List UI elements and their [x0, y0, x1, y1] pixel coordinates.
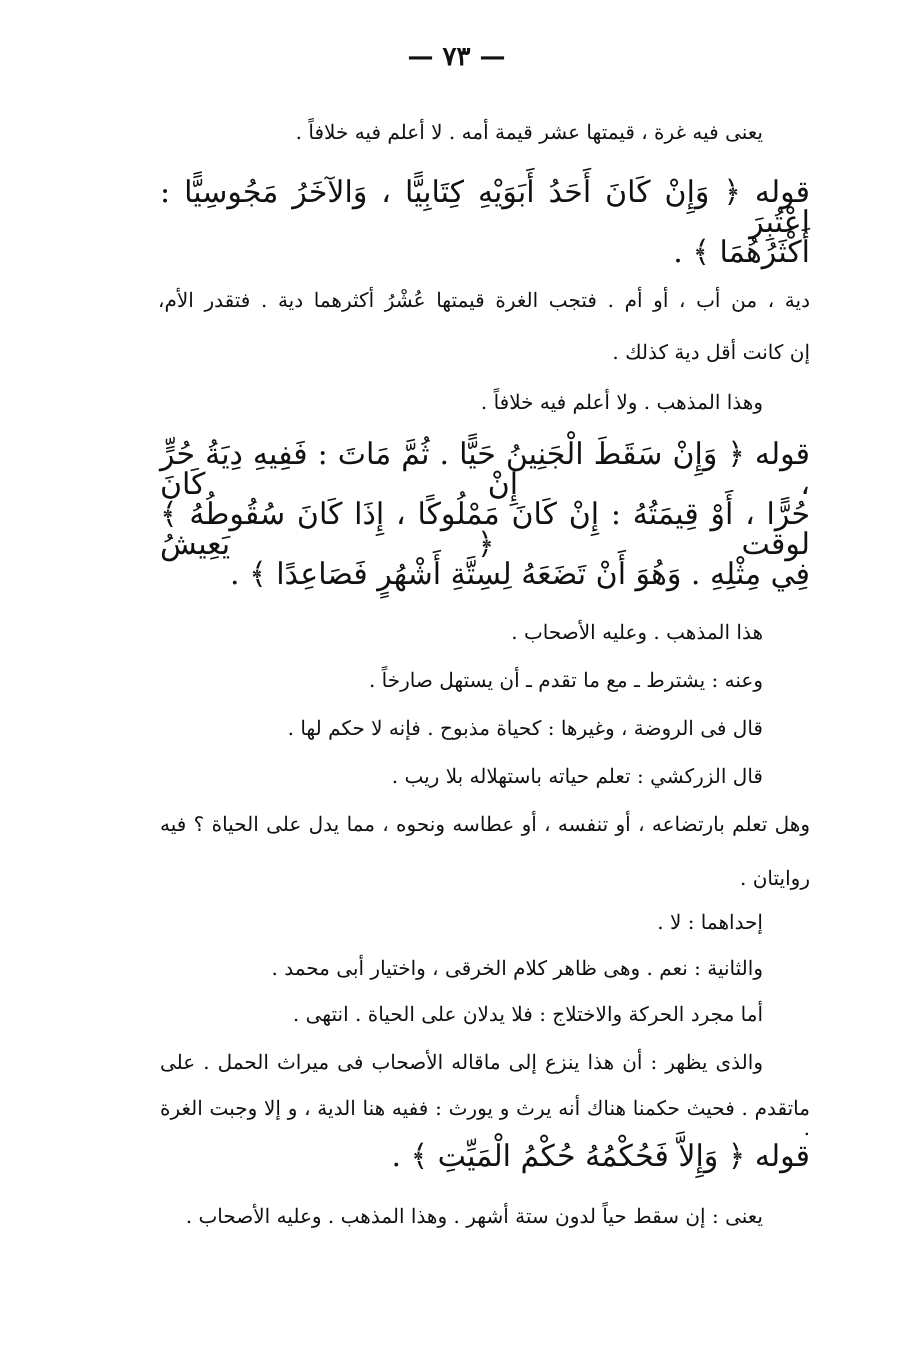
text-line: أما مجرد الحركة والاختلاج : فلا يدلان على الحياة . انتهى .: [292, 1002, 763, 1026]
text-line: أَكْثَرُهُمَا ﴾ .: [673, 235, 810, 270]
text-line: إن كانت أقل دية كذلك .: [612, 340, 810, 364]
text-line: فِي مِثْلِهِ . وَهُوَ أَنْ تَضَعَهُ لِسِتَّةِ أَشْهُرٍ فَصَاعِدًا ﴾ .: [230, 557, 810, 592]
text-line: قوله ﴿ وَإِنْ سَقَطَ الْجَنِينُ حَيًّا . ثُمَّ مَاتَ : فَفِيهِ دِيَةُ حُرٍّ ، إِنْ كَانَ: [160, 437, 810, 502]
text-line: دية ، من أب ، أو أم . فتجب الغرة قيمتها عُشْرُ أكثرهما دية . فتقدر الأم،: [158, 288, 810, 312]
text-line: ماتقدم . فحيث حكمنا هناك أنه يرث و يورث : ففيه هنا الدية ، و إلا وجبت الغرة .: [160, 1096, 810, 1140]
text-line: وهل تعلم بارتضاعه ، أو تنفسه ، أو عطاسه ونحوه ، مما يدل على الحياة ؟ فيه: [160, 812, 810, 836]
text-line: حُرًّا ، أَوْ قِيمَتُهُ : إِنْ كَانَ مَمْلُوكًا ، إِذَا كَانَ سُقُوطُهُ ﴾ لوقت ﴿ يَعِيشُ: [160, 497, 810, 562]
text-line: والثانية : نعم . وهى ظاهر كلام الخرقى ، واختيار أبى محمد .: [271, 956, 763, 980]
text-line: قوله ﴿ وَإِلاَّ فَحُكْمُهُ حُكْمُ الْمَيِّتِ ﴾ .: [391, 1139, 810, 1174]
text-line: قال الزركشي : تعلم حياته باستهلاله بلا ريب .: [391, 764, 763, 788]
page-number: — ٧٣ —: [407, 42, 506, 72]
text-line: والذى يظهر : أن هذا ينزع إلى ماقاله الأصحاب فى ميراث الحمل . على: [160, 1050, 763, 1074]
text-line: يعنى فيه غرة ، قيمتها عشر قيمة أمه . لا أعلم فيه خلافاً .: [295, 120, 763, 144]
text-line: وعنه : يشترط ـ مع ما تقدم ـ أن يستهل صارخاً .: [368, 668, 763, 692]
text-line: هذا المذهب . وعليه الأصحاب .: [511, 620, 763, 644]
text-line: يعنى : إن سقط حياً لدون ستة أشهر . وهذا المذهب . وعليه الأصحاب .: [185, 1204, 763, 1228]
text-line: روايتان .: [740, 866, 810, 890]
text-line: إحداهما : لا .: [657, 910, 763, 934]
text-line: وهذا المذهب . ولا أعلم فيه خلافاً .: [480, 390, 763, 414]
text-line: قوله ﴿ وَإِنْ كَانَ أَحَدُ أَبَوَيْهِ كِتَابِيًّا ، وَالآخَرُ مَجُوسِيًّا : اعْتُبِرَ: [160, 175, 810, 240]
text-line: قال فى الروضة ، وغيرها : كحياة مذبوح . فإنه لا حكم لها .: [287, 716, 763, 740]
